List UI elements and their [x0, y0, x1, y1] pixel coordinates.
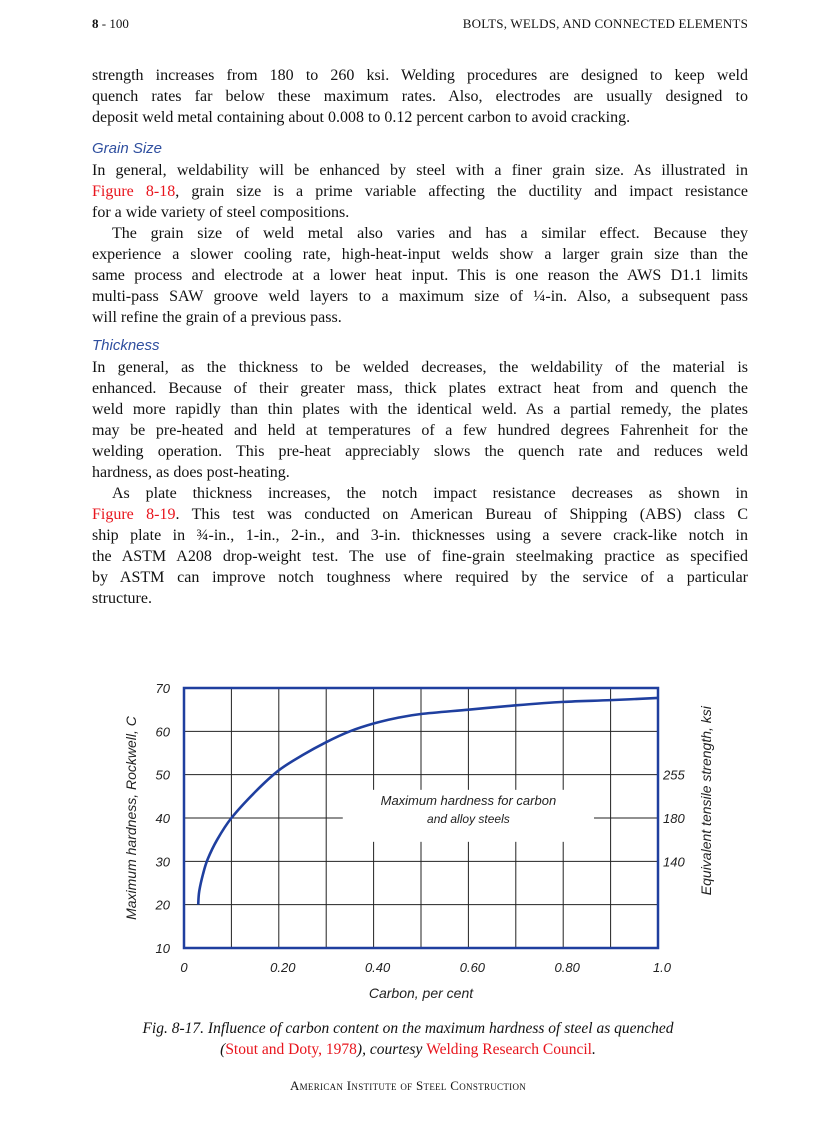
x-tick-label: 0 — [180, 960, 188, 975]
x-tick-label: 0.20 — [270, 960, 296, 975]
x-tick-label: 0.40 — [364, 960, 391, 975]
text-line — [92, 107, 748, 128]
text-segment: same process and electrode at a lower heat input. This is one reason the AWS D1.1 limits — [92, 267, 748, 284]
text-line — [92, 244, 748, 265]
page-number — [92, 16, 129, 32]
text-segment: . This test was conducted on American Bureau of Shipping (ABS) class C — [175, 506, 749, 523]
caption-end: . — [591, 1041, 596, 1058]
text-line — [92, 546, 748, 567]
thickness-text — [92, 357, 748, 609]
figure-link[interactable]: Figure 8-18 — [92, 183, 176, 200]
y-tick-label: 70 — [155, 681, 170, 696]
text-segment: structure. — [92, 590, 152, 607]
heading-grain-size: Grain Size — [92, 140, 163, 157]
y-axis-label: Maximum hardness, Rockwell, C — [123, 716, 139, 920]
text-segment: weld more rapidly than thin plates with the identical weld. As a partial remedy, the plates — [92, 401, 748, 418]
caption-courtesy-link[interactable]: Welding Research Council — [426, 1041, 592, 1058]
text-line — [92, 223, 748, 244]
text-segment: quench rates far below these maximum rates. Also, electrodes are usually designed to — [92, 88, 748, 105]
text-line — [92, 525, 748, 546]
running-header: BOLTS, WELDS, AND CONNECTED ELEMENTS — [462, 16, 748, 31]
text-line — [92, 399, 748, 420]
x-tick-label: 0.60 — [459, 960, 486, 975]
caption-text: Fig. 8-17. Influence of carbon content on the maximum hardness of steel as quenched — [142, 1020, 674, 1037]
y2-axis-label: Equivalent tensile strength, ksi — [698, 706, 714, 896]
text-line — [92, 441, 748, 462]
chart-annotation-line2: and alloy steels — [427, 812, 510, 827]
text-segment: As plate thickness increases, the notch impact resistance decreases as shown in — [112, 485, 748, 502]
text-segment: In general, as the thickness to be welded decreases, the weldability of the material is — [92, 359, 748, 376]
text-line — [92, 265, 748, 286]
text-line — [92, 307, 748, 328]
figure-caption — [0, 1018, 816, 1060]
y2-tick-label: 255 — [663, 767, 685, 783]
x-tick-label: 0.80 — [554, 960, 580, 975]
y-tick-label: 10 — [155, 941, 170, 956]
text-segment: enhanced. Because of their greater mass, thick plates extract heat from and quench the — [92, 380, 748, 397]
caption-courtesy: ), courtesy — [356, 1041, 427, 1058]
text-line — [92, 378, 748, 399]
y2-tick-label: 140 — [663, 854, 685, 870]
text-segment: may be pre-heated and held at temperatures of a few hundred degrees Fahrenheit for the — [92, 422, 748, 439]
text-segment: deposit weld metal containing about 0.008 to 0.12 percent carbon to avoid cracking. — [92, 109, 631, 126]
text-line — [92, 420, 748, 441]
y-tick-label: 60 — [155, 724, 170, 740]
y-tick-label: 20 — [155, 897, 170, 913]
hardness-chart — [0, 675, 816, 1005]
y2-tick-label: 180 — [663, 811, 685, 826]
text-segment: multi-pass SAW groove weld layers to a maximum size of ¼-in. Also, a subsequent pass — [92, 288, 748, 305]
text-segment: ship plate in ¾-in., 1-in., 2-in., and 3-in. thicknesses using a severe crack-like notch in — [92, 527, 748, 544]
y-tick-label: 30 — [155, 854, 170, 870]
caption-paren: ( — [220, 1041, 226, 1058]
chart-annotation-line1: Maximum hardness for carbon — [380, 793, 557, 808]
intro-paragraph — [92, 65, 748, 128]
figure-link[interactable]: Figure 8-19 — [92, 506, 176, 523]
text-line — [92, 160, 748, 181]
y-tick-label: 40 — [155, 811, 170, 826]
text-segment: hardness, as does post-heating. — [92, 464, 290, 481]
x-tick-label: 1.0 — [652, 960, 672, 975]
text-line — [92, 86, 748, 107]
x-axis-label: Carbon, per cent — [368, 985, 474, 1001]
text-segment: for a wide variety of steel compositions. — [92, 204, 350, 221]
text-segment: experience a slower cooling rate, high-heat-input welds show a larger grain size than the — [92, 246, 748, 263]
text-segment: will refine the grain of a previous pass. — [92, 309, 342, 326]
text-line — [92, 504, 748, 525]
text-segment: the ASTM A208 drop-weight test. The use of fine-grain steelmaking practice as specified — [92, 548, 748, 565]
text-line — [92, 462, 748, 483]
text-line — [92, 181, 748, 202]
text-segment: strength increases from 180 to 260 ksi. Welding procedures are designed to keep weld — [92, 67, 748, 84]
text-line — [92, 567, 748, 588]
y-tick-label: 50 — [155, 767, 170, 783]
page-number-chapter: 8 — [92, 16, 99, 31]
text-line — [92, 588, 748, 609]
text-line — [92, 483, 748, 504]
grain-size-text — [92, 160, 748, 328]
text-segment: by ASTM can improve notch toughness where required by the service of a particular — [92, 569, 748, 586]
text-segment: , grain size is a prime variable affecting the ductility and impact resistance — [175, 183, 748, 200]
text-segment: welding operation. This pre-heat appreciably slows the quench rate and reduces weld — [92, 443, 748, 460]
text-segment: The grain size of weld metal also varies and has a similar effect. Because they — [112, 225, 748, 242]
text-line — [92, 357, 748, 378]
text-line — [92, 65, 748, 86]
text-segment: In general, weldability will be enhanced by steel with a finer grain size. As illustrated in — [92, 162, 748, 179]
text-line — [92, 202, 748, 223]
text-line — [92, 286, 748, 307]
heading-thickness: Thickness — [92, 337, 160, 354]
footer-publisher: American Institute of Steel Construction — [289, 1078, 527, 1093]
caption-source-link[interactable]: Stout and Doty, 1978 — [225, 1041, 357, 1058]
page-number-page: - 100 — [98, 16, 129, 31]
